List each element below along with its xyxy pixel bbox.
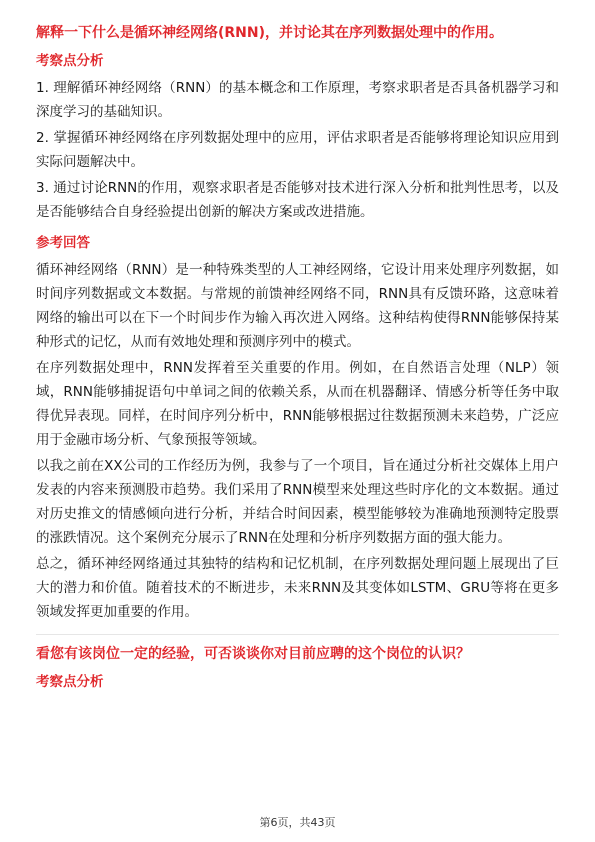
analysis-heading: 考察点分析 xyxy=(36,53,104,69)
answer-paragraph-4: 总之，循环神经网络通过其独特的结构和记忆机制，在序列数据处理问题上展现出了巨大的潜力和价值。随着技术的不断进步，未来RNN及其变体如LSTM、GRU等将在更多领域发挥更加重要的作用。 xyxy=(36,556,559,620)
answer-paragraph-2: 在序列数据处理中，RNN发挥着至关重要的作用。例如，在自然语言处理（NLP）领域，RNN能够捕捉语句中单词之间的依赖关系，从而在机器翻译、情感分析等任务中取得优异表现。同样，在时间序列分析中，RNN能够根据过往数据预测未来趋势，广泛应用于金融市场分析、气象预报等领域。 xyxy=(36,360,559,448)
answer-paragraph-1: 循环神经网络（RNN）是一种特殊类型的人工神经网络，它设计用来处理序列数据，如时间序列数据或文本数据。与常规的前馈神经网络不同，RNN具有反馈环路，这意味着网络的输出可以在下一个时间步作为输入再次进入网络。这种结构使得RNN能够保持某种形式的记忆，从而有效地处理和预测序列中的模式。 xyxy=(36,262,559,350)
analysis-heading-2: 考察点分析 xyxy=(36,674,104,690)
analysis-item-2: 2. 掌握循环神经网络在序列数据处理中的应用，评估求职者是否能够将理论知识应用到实际问题解决中。 xyxy=(36,130,559,170)
answer-heading: 参考回答 xyxy=(36,235,90,251)
analysis-item-3: 3. 通过讨论RNN的作用，观察求职者是否能够对技术进行深入分析和批判性思考，以及是否能够结合自身经验提出创新的解决方案或改进措施。 xyxy=(36,180,559,220)
analysis-item-1: 1. 理解循环神经网络（RNN）的基本概念和工作原理，考察求职者是否具备机器学习和深度学习的基础知识。 xyxy=(36,80,559,120)
question-title-2: 看您有该岗位一定的经验，可否谈谈你对目前应聘的这个岗位的认识？ xyxy=(36,646,470,662)
page-content xyxy=(36,22,559,697)
section-divider xyxy=(36,634,559,635)
page-footer: 第6页，共43页 xyxy=(259,816,336,829)
answer-paragraph-3: 以我之前在XX公司的工作经历为例，我参与了一个项目，旨在通过分析社交媒体上用户发表的内容来预测股市趋势。我们采用了RNN模型来处理这些时序化的文本数据。通过对历史推文的情感倾向进行分析，并结合时间因素，模型能够较为准确地预测特定股票的涨跌情况。这个案例充分展示了RNN在处理和分析序列数据方面的强大能力。 xyxy=(36,458,559,546)
question-title: 解释一下什么是循环神经网络(RNN)，并讨论其在序列数据处理中的作用。 xyxy=(36,25,504,41)
